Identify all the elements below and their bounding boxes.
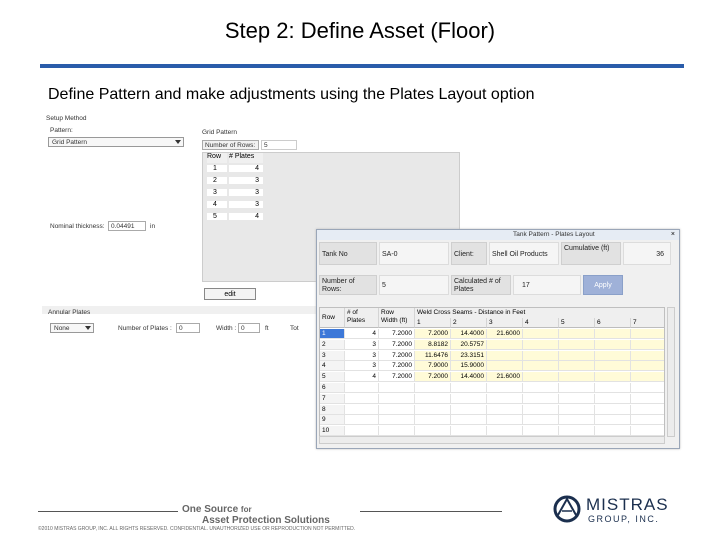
col-header-weld-1: 1 bbox=[415, 318, 451, 328]
number-of-rows-label bbox=[202, 140, 259, 150]
col-header-row: Row bbox=[207, 153, 227, 163]
row-number: 5 bbox=[207, 213, 227, 220]
cumulative-label: Cumulative (ft) bbox=[561, 242, 621, 265]
cell-weld-7[interactable] bbox=[631, 340, 665, 350]
tank-no-label: Tank No bbox=[319, 242, 377, 265]
cell-row[interactable]: 10 bbox=[320, 426, 345, 436]
apply-button[interactable]: Apply bbox=[583, 275, 623, 295]
table-row[interactable] bbox=[320, 340, 665, 350]
cell-row-width[interactable]: 7.2000 bbox=[379, 351, 415, 361]
col-header-plates: # Plates bbox=[229, 153, 263, 163]
table-row[interactable] bbox=[320, 383, 665, 393]
col-header-row: Row bbox=[320, 308, 345, 328]
calc-plates-value: 17 bbox=[513, 275, 581, 295]
cell-weld-1[interactable]: 8.8182 bbox=[415, 340, 451, 350]
tagline-for: for bbox=[240, 505, 252, 514]
cell-weld-7[interactable] bbox=[631, 351, 665, 361]
cell-weld-6[interactable] bbox=[595, 340, 631, 350]
pattern-select[interactable] bbox=[48, 137, 184, 147]
cell-weld-5[interactable] bbox=[559, 329, 595, 339]
annular-width-value: 0 bbox=[241, 325, 245, 332]
title-divider bbox=[40, 64, 684, 68]
cell-weld-5[interactable] bbox=[559, 405, 595, 415]
table-row[interactable] bbox=[203, 200, 263, 212]
table-row[interactable] bbox=[320, 372, 665, 382]
table-row[interactable] bbox=[320, 405, 665, 415]
col-header-weld-4: 4 bbox=[523, 318, 559, 328]
cell-weld-2[interactable] bbox=[451, 405, 487, 415]
grid-pattern-label: Grid Pattern bbox=[202, 129, 238, 136]
cell-row[interactable]: 5 bbox=[320, 372, 345, 382]
cell-num-plates[interactable]: 3 bbox=[345, 361, 379, 371]
cell-weld-4[interactable] bbox=[523, 426, 559, 436]
cell-num-plates[interactable]: 3 bbox=[345, 351, 379, 361]
nominal-thickness-value: 0.04491 bbox=[111, 223, 135, 230]
nominal-thickness-unit: in bbox=[150, 223, 156, 230]
annular-select-value: None bbox=[54, 325, 70, 332]
cell-weld-1[interactable]: 7.9000 bbox=[415, 361, 451, 371]
cell-weld-3[interactable]: 21.6000 bbox=[487, 372, 523, 382]
cell-weld-4[interactable] bbox=[523, 405, 559, 415]
nominal-thickness-input[interactable] bbox=[108, 221, 146, 231]
cell-weld-3[interactable] bbox=[487, 361, 523, 371]
table-row[interactable] bbox=[320, 394, 665, 404]
number-of-rows-input[interactable] bbox=[261, 140, 297, 150]
cell-num-plates[interactable]: 3 bbox=[345, 340, 379, 350]
cell-weld-1[interactable] bbox=[415, 394, 451, 404]
cell-row-width[interactable] bbox=[379, 405, 415, 415]
edit-button[interactable]: edit bbox=[204, 288, 256, 300]
cumulative-value: 36 bbox=[623, 242, 671, 265]
cell-weld-1[interactable]: 11.6476 bbox=[415, 351, 451, 361]
mistras-logo-icon bbox=[552, 493, 582, 525]
cell-weld-2[interactable]: 14.4000 bbox=[451, 372, 487, 382]
cell-weld-3[interactable] bbox=[487, 405, 523, 415]
annular-num-plates-value: 0 bbox=[179, 325, 183, 332]
cell-num-plates[interactable] bbox=[345, 405, 379, 415]
cell-num-plates[interactable] bbox=[345, 383, 379, 393]
cell-weld-6[interactable] bbox=[595, 351, 631, 361]
copyright-text: ©2010 MISTRAS GROUP, INC. ALL RIGHTS RESERVED. CONFIDENTIAL. UNAUTHORIZED USE OR REPRODUCTION NOT PERMITTED. bbox=[38, 526, 356, 532]
client-label: Client: bbox=[451, 242, 487, 265]
cell-row-width[interactable]: 7.2000 bbox=[379, 361, 415, 371]
calc-plates-label: Calculated # of Plates bbox=[451, 275, 511, 295]
table-row[interactable] bbox=[320, 351, 665, 361]
cell-weld-7[interactable] bbox=[631, 394, 665, 404]
cell-weld-6[interactable] bbox=[595, 372, 631, 382]
row-number: 2 bbox=[207, 177, 227, 184]
cell-weld-4[interactable] bbox=[523, 361, 559, 371]
cell-weld-6[interactable] bbox=[595, 426, 631, 436]
logo-name: MISTRAS bbox=[586, 495, 669, 514]
cell-weld-1[interactable]: 7.2000 bbox=[415, 372, 451, 382]
cell-row[interactable]: 9 bbox=[320, 415, 345, 425]
annular-total-label: Tot bbox=[290, 325, 299, 332]
cell-num-plates[interactable] bbox=[345, 415, 379, 425]
cell-weld-2[interactable] bbox=[451, 394, 487, 404]
pattern-select-value: Grid Pattern bbox=[52, 139, 88, 146]
client-value[interactable]: Shell Oil Products bbox=[489, 242, 559, 265]
cell-row-width[interactable] bbox=[379, 394, 415, 404]
cell-row-width[interactable] bbox=[379, 426, 415, 436]
table-row[interactable] bbox=[320, 329, 665, 339]
window-title: Tank Pattern - Plates Layout bbox=[513, 231, 595, 238]
col-header-weld-3: 3 bbox=[487, 318, 523, 328]
tagline-line-one bbox=[182, 504, 252, 515]
cell-weld-7[interactable] bbox=[631, 426, 665, 436]
cell-weld-3[interactable] bbox=[487, 394, 523, 404]
cell-num-plates[interactable] bbox=[345, 426, 379, 436]
row-plates: 3 bbox=[229, 189, 263, 196]
number-of-rows-text: Number of Rows: bbox=[205, 142, 256, 149]
cell-weld-6[interactable] bbox=[595, 361, 631, 371]
cell-weld-7[interactable] bbox=[631, 415, 665, 425]
plates-layout-grid bbox=[319, 307, 665, 437]
cell-weld-1[interactable] bbox=[415, 426, 451, 436]
cell-num-plates[interactable]: 4 bbox=[345, 372, 379, 382]
pattern-label: Pattern: bbox=[50, 127, 73, 134]
cell-weld-3[interactable] bbox=[487, 426, 523, 436]
cell-weld-7[interactable] bbox=[631, 329, 665, 339]
horizontal-scrollbar[interactable] bbox=[319, 436, 665, 444]
cell-weld-3[interactable]: 21.6000 bbox=[487, 329, 523, 339]
window-titlebar bbox=[317, 230, 679, 240]
cell-weld-4[interactable] bbox=[523, 372, 559, 382]
chevron-down-icon bbox=[175, 140, 181, 144]
layout-rows-value[interactable]: 5 bbox=[379, 275, 449, 295]
table-row[interactable] bbox=[320, 361, 665, 371]
cell-weld-4[interactable] bbox=[523, 340, 559, 350]
table-row[interactable] bbox=[203, 176, 263, 188]
cell-weld-3[interactable] bbox=[487, 383, 523, 393]
cell-weld-1[interactable] bbox=[415, 415, 451, 425]
chevron-down-icon bbox=[85, 326, 91, 330]
cell-row[interactable]: 1 bbox=[320, 329, 345, 339]
col-header-num-plates: # of Plates bbox=[345, 308, 379, 328]
cell-weld-4[interactable] bbox=[523, 383, 559, 393]
cell-weld-6[interactable] bbox=[595, 415, 631, 425]
cell-weld-4[interactable] bbox=[523, 351, 559, 361]
close-icon[interactable]: × bbox=[670, 231, 675, 238]
row-plates: 3 bbox=[229, 177, 263, 184]
vertical-scrollbar[interactable] bbox=[667, 307, 675, 437]
cell-row-width[interactable] bbox=[379, 415, 415, 425]
cell-row-width[interactable]: 7.2000 bbox=[379, 340, 415, 350]
tagline-one-source: One Source bbox=[182, 504, 239, 515]
slide-title: Step 2: Define Asset (Floor) bbox=[224, 18, 496, 43]
col-header-weld-6: 6 bbox=[595, 318, 631, 328]
plates-layout-window bbox=[316, 229, 680, 449]
table-row[interactable] bbox=[320, 415, 665, 425]
cell-weld-1[interactable]: 7.2000 bbox=[415, 329, 451, 339]
cell-row-width[interactable]: 7.2000 bbox=[379, 329, 415, 339]
annular-num-plates-label: Number of Plates : bbox=[118, 325, 172, 332]
annular-plates-label: Annular Plates bbox=[48, 309, 91, 316]
cell-weld-2[interactable]: 14.4000 bbox=[451, 329, 487, 339]
footer-divider-left bbox=[38, 511, 178, 512]
cell-weld-2[interactable] bbox=[451, 415, 487, 425]
cell-weld-2[interactable]: 15.9000 bbox=[451, 361, 487, 371]
cell-weld-4[interactable] bbox=[523, 394, 559, 404]
table-row[interactable] bbox=[203, 212, 263, 224]
cell-weld-1[interactable] bbox=[415, 405, 451, 415]
cell-row[interactable]: 2 bbox=[320, 340, 345, 350]
annular-width-unit: ft bbox=[265, 325, 269, 332]
table-row[interactable] bbox=[320, 426, 665, 436]
col-header-weld-2: 2 bbox=[451, 318, 487, 328]
cell-weld-2[interactable] bbox=[451, 426, 487, 436]
cell-row[interactable]: 7 bbox=[320, 394, 345, 404]
row-plates: 4 bbox=[229, 213, 263, 220]
cell-row[interactable]: 8 bbox=[320, 405, 345, 415]
row-number: 1 bbox=[207, 165, 227, 172]
annular-select[interactable] bbox=[50, 323, 94, 333]
nominal-thickness-label: Nominal thickness: bbox=[50, 223, 105, 230]
cell-row[interactable]: 3 bbox=[320, 351, 345, 361]
cell-weld-2[interactable] bbox=[451, 383, 487, 393]
cell-weld-5[interactable] bbox=[559, 394, 595, 404]
cell-num-plates[interactable] bbox=[345, 394, 379, 404]
cell-weld-5[interactable] bbox=[559, 415, 595, 425]
cell-row-width[interactable] bbox=[379, 383, 415, 393]
cell-weld-6[interactable] bbox=[595, 405, 631, 415]
row-number: 4 bbox=[207, 201, 227, 208]
cell-weld-5[interactable] bbox=[559, 351, 595, 361]
cell-weld-3[interactable] bbox=[487, 415, 523, 425]
cell-row[interactable]: 6 bbox=[320, 383, 345, 393]
cell-weld-6[interactable] bbox=[595, 329, 631, 339]
cell-weld-7[interactable] bbox=[631, 372, 665, 382]
slide-subtitle: Define Pattern and make adjustments using the Plates Layout option bbox=[48, 86, 535, 103]
cell-weld-2[interactable]: 23.3151 bbox=[451, 351, 487, 361]
row-plates: 4 bbox=[229, 165, 263, 172]
col-header-row-width: Row Width (ft) bbox=[379, 308, 415, 328]
number-of-rows-value: 5 bbox=[264, 142, 268, 149]
annular-width-input[interactable] bbox=[238, 323, 260, 333]
cell-weld-7[interactable] bbox=[631, 361, 665, 371]
cell-row[interactable]: 4 bbox=[320, 361, 345, 371]
col-header-weld-5: 5 bbox=[559, 318, 595, 328]
row-number: 3 bbox=[207, 189, 227, 196]
logo-subtitle: GROUP, INC. bbox=[588, 514, 660, 524]
cell-weld-2[interactable]: 20.5757 bbox=[451, 340, 487, 350]
cell-weld-7[interactable] bbox=[631, 383, 665, 393]
table-row[interactable] bbox=[203, 188, 263, 200]
cell-weld-5[interactable] bbox=[559, 426, 595, 436]
cell-weld-5[interactable] bbox=[559, 372, 595, 382]
cell-weld-6[interactable] bbox=[595, 383, 631, 393]
row-plates: 3 bbox=[229, 201, 263, 208]
cell-weld-3[interactable] bbox=[487, 351, 523, 361]
col-header-weld-7: 7 bbox=[631, 318, 665, 328]
footer-divider-right bbox=[360, 511, 502, 512]
cell-weld-3[interactable] bbox=[487, 340, 523, 350]
tank-no-value[interactable]: SA-0 bbox=[379, 242, 449, 265]
cell-weld-5[interactable] bbox=[559, 361, 595, 371]
annular-width-label: Width : bbox=[216, 325, 237, 332]
cell-weld-1[interactable] bbox=[415, 383, 451, 393]
cell-weld-4[interactable] bbox=[523, 329, 559, 339]
tagline-line-two: Asset Protection Solutions bbox=[202, 515, 330, 526]
cell-num-plates[interactable]: 4 bbox=[345, 329, 379, 339]
layout-rows-label: Number of Rows: bbox=[319, 275, 377, 295]
cell-weld-7[interactable] bbox=[631, 405, 665, 415]
cell-weld-4[interactable] bbox=[523, 415, 559, 425]
annular-num-plates-input[interactable] bbox=[176, 323, 200, 333]
table-row[interactable] bbox=[203, 164, 263, 176]
cell-weld-5[interactable] bbox=[559, 340, 595, 350]
cell-weld-5[interactable] bbox=[559, 383, 595, 393]
cell-weld-6[interactable] bbox=[595, 394, 631, 404]
cell-row-width[interactable]: 7.2000 bbox=[379, 372, 415, 382]
setup-method-label: Setup Method bbox=[46, 115, 87, 122]
col-header-weld-seams: Weld Cross Seams - Distance in Feet bbox=[415, 308, 665, 318]
